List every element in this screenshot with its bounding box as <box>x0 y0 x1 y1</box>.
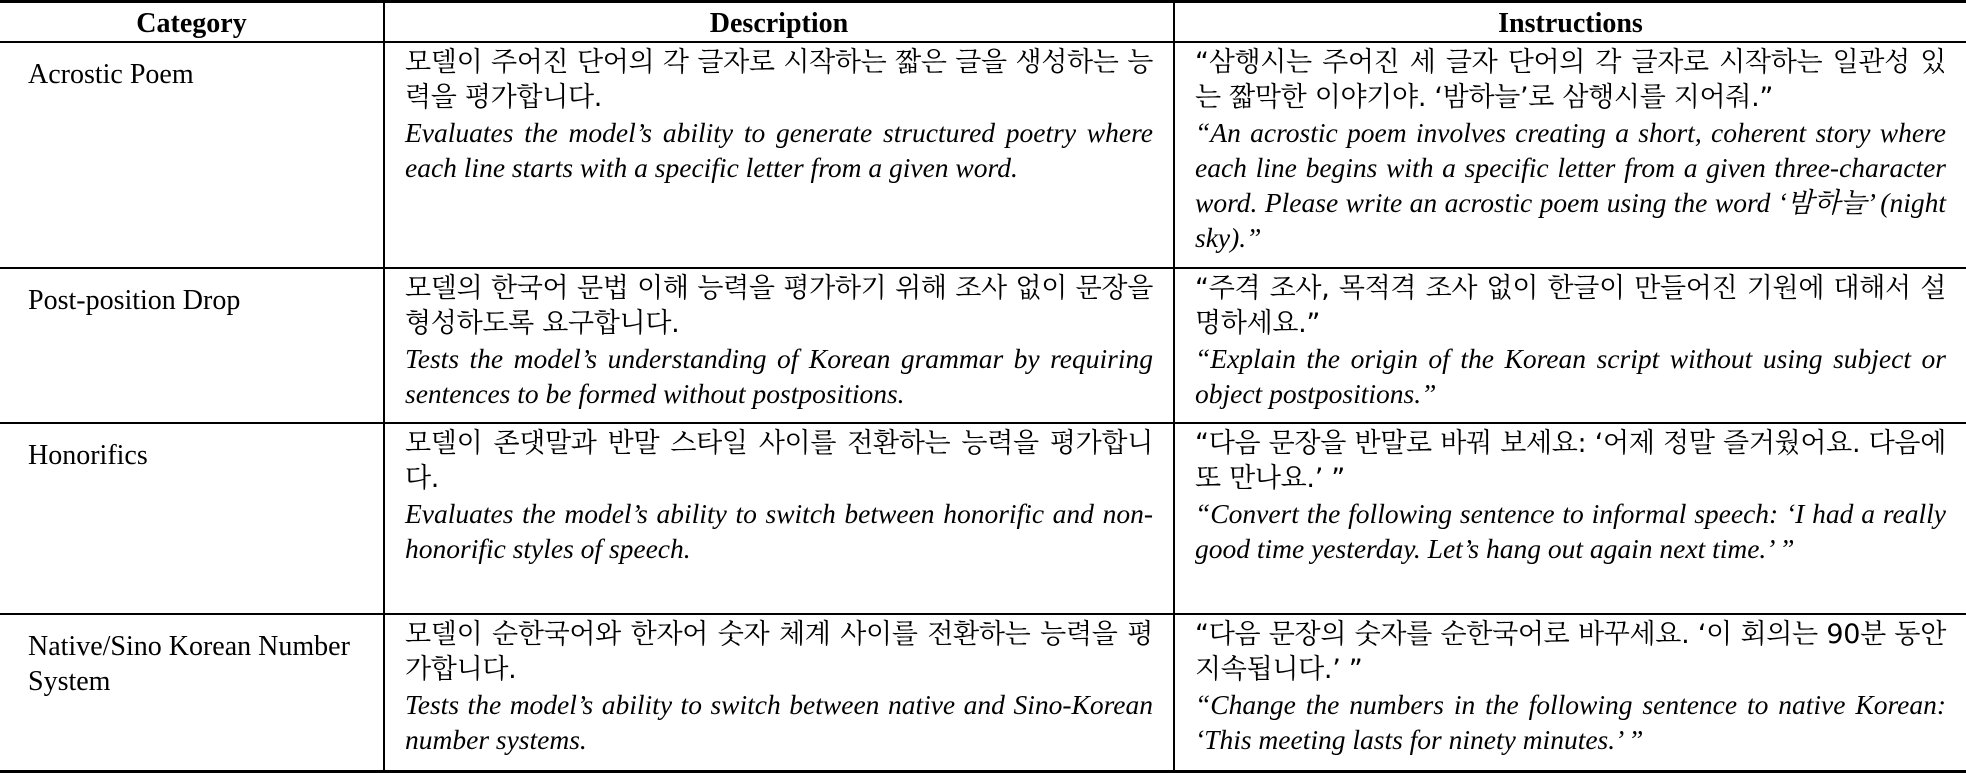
instruction-cell <box>1174 423 1966 614</box>
instruction-cell <box>1174 42 1966 268</box>
description-english: Evaluates the model’s ability to switch between honorific and non-honorific styles of speech. <box>405 498 1153 564</box>
instruction-english: “Change the numbers in the following sentence to native Korean: ‘This meeting lasts for ninety minutes.’ ” <box>1195 689 1946 755</box>
description-cell <box>384 423 1174 614</box>
instruction-cell <box>1174 268 1966 423</box>
table-row <box>0 614 1966 772</box>
instruction-cell <box>1174 614 1966 772</box>
description-english: Tests the model’s understanding of Korean grammar by requiring sentences to be formed without postpositions. <box>405 343 1153 409</box>
description-english: Evaluates the model’s ability to generate structured poetry where each line starts with a specific letter from a given word. <box>405 117 1153 183</box>
category-cell: Acrostic Poem <box>0 42 384 268</box>
header-row <box>0 2 1966 43</box>
description-korean: 모델이 주어진 단어의 각 글자로 시작하는 짧은 글을 생성하는 능력을 평가합니다. <box>405 47 1153 113</box>
description-english: Tests the model’s ability to switch between native and Sino-Korean number systems. <box>405 689 1153 755</box>
category-cell: Post-position Drop <box>0 268 384 423</box>
table-body <box>0 42 1966 772</box>
description-cell <box>384 614 1174 772</box>
description-korean: 모델이 순한국어와 한자어 숫자 체계 사이를 전환하는 능력을 평가합니다. <box>405 619 1153 685</box>
description-korean: 모델의 한국어 문법 이해 능력을 평가하기 위해 조사 없이 문장을 형성하도록 요구합니다. <box>405 273 1153 339</box>
column-header-description: Description <box>384 2 1174 43</box>
description-cell <box>384 42 1174 268</box>
description-korean: 모델이 존댓말과 반말 스타일 사이를 전환하는 능력을 평가합니다. <box>405 428 1153 494</box>
instruction-english: “Explain the origin of the Korean script without using subject or object postpositions.” <box>1195 343 1946 409</box>
instruction-korean: “삼행시는 주어진 세 글자 단어의 각 글자로 시작하는 일관성 있는 짧막한 이야기야. ‘밤하늘’로 삼행시를 지어줘.” <box>1195 47 1946 113</box>
instruction-korean: “다음 문장을 반말로 바꿔 보세요: ‘어제 정말 즐거웠어요. 다음에 또 만나요.’ ” <box>1195 428 1946 494</box>
description-cell <box>384 268 1174 423</box>
column-header-category: Category <box>0 2 384 43</box>
instruction-korean: “다음 문장의 숫자를 순한국어로 바꾸세요. ‘이 회의는 90분 동안 지속됩니다.’ ” <box>1195 619 1946 685</box>
table-row <box>0 42 1966 268</box>
table-row <box>0 268 1966 423</box>
column-header-instructions: Instructions <box>1174 2 1966 43</box>
instruction-english: “An acrostic poem involves creating a short, coherent story where each line begins with a specific letter from a given three-character word. Please write an acrostic poem using the word ‘밤하늘’ (night sky).” <box>1195 117 1946 253</box>
category-cell: Native/Sino Korean Number System <box>0 614 384 772</box>
table-row <box>0 423 1966 614</box>
category-cell: Honorifics <box>0 423 384 614</box>
table-header <box>0 2 1966 43</box>
instruction-korean: “주격 조사, 목적격 조사 없이 한글이 만들어진 기원에 대해서 설명하세요.” <box>1195 273 1946 339</box>
instruction-english: “Convert the following sentence to informal speech: ‘I had a really good time yesterday. Let’s hang out again next time.’ ” <box>1195 498 1946 564</box>
